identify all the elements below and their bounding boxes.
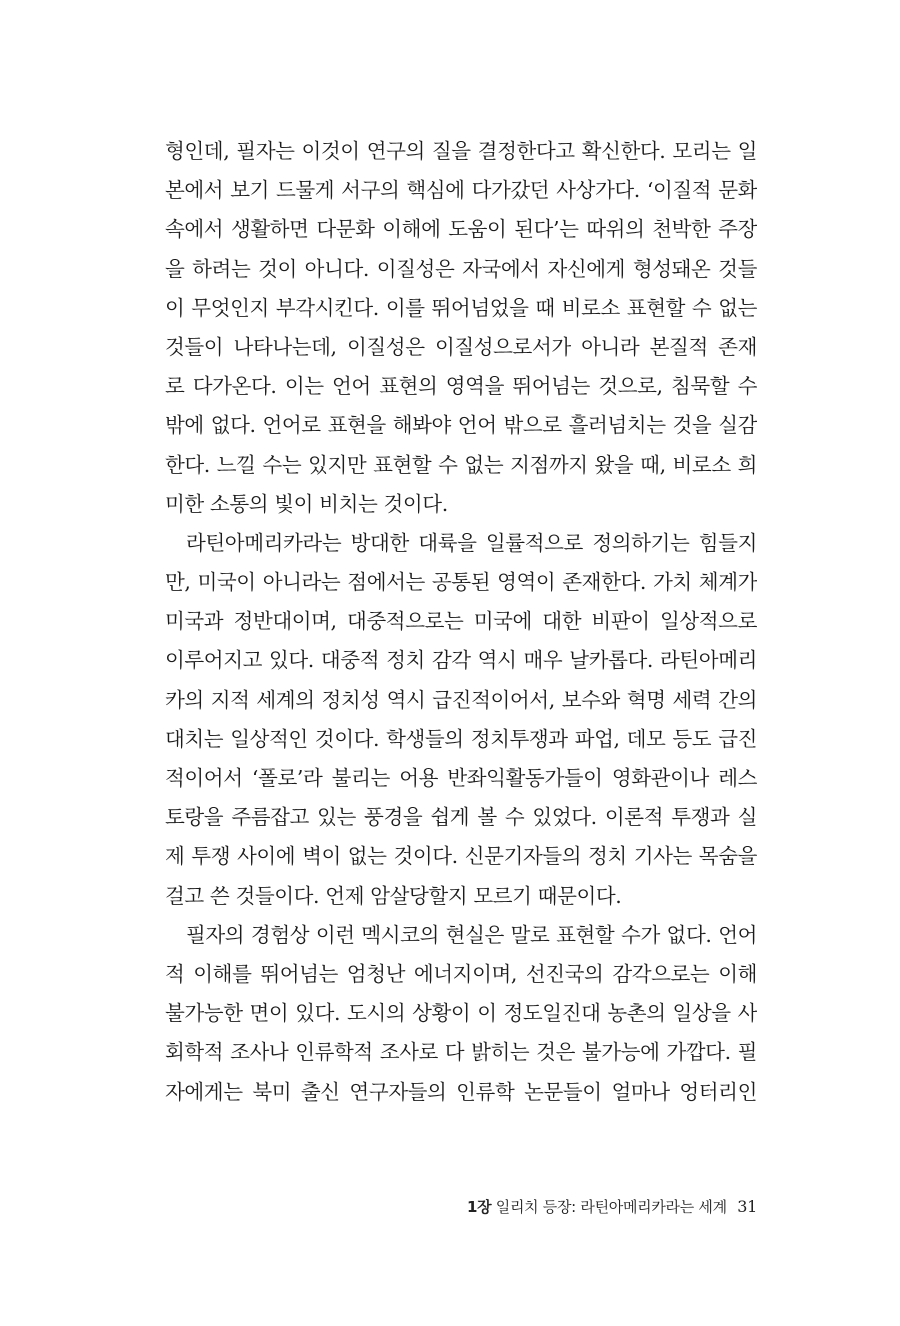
text-line: 적 이해를 뛰어넘는 엄청난 에너지이며, 선진국의 감각으로는 이해: [165, 961, 757, 986]
text-line: 미한 소통의 빛이 비치는 것이다.: [165, 491, 448, 516]
text-line: 회학적 조사나 인류학적 조사로 다 밝히는 것은 불가능에 가깝다. 필: [165, 1040, 757, 1065]
paragraph: [165, 132, 757, 524]
chapter-label: 1장: [466, 1198, 492, 1216]
text-line: 을 하려는 것이 아니다. 이질성은 자국에서 자신에게 형성돼온 것들: [165, 256, 757, 281]
text-line: 것들이 나타나는데, 이질성은 이질성으로서가 아니라 본질적 존재: [165, 334, 757, 359]
text-line: 형인데, 필자는 이것이 연구의 질을 결정한다고 확신한다. 모리는 일: [165, 139, 757, 163]
body-text: [165, 132, 757, 1112]
text-line: 라틴아메리카라는 방대한 대륙을 일률적으로 정의하기는 힘들지: [186, 530, 757, 555]
text-line: 속에서 생활하면 다문화 이해에 도움이 된다’는 따위의 천박한 주장: [165, 217, 757, 242]
text-line: 이 무엇인지 부각시킨다. 이를 뛰어넘었을 때 비로소 표현할 수 없는: [165, 295, 757, 320]
text-line: 대치는 일상적인 것이다. 학생들의 정치투쟁과 파업, 데모 등도 급진: [165, 726, 757, 751]
text-line: 필자의 경험상 이런 멕시코의 현실은 말로 표현할 수가 없다. 언어: [186, 922, 757, 947]
text-line: 카의 지적 세계의 정치성 역시 급진적이어서, 보수와 혁명 세력 간의: [165, 687, 757, 712]
paragraph: [165, 916, 757, 1112]
paragraph: [165, 524, 757, 916]
text-line: 한다. 느낄 수는 있지만 표현할 수 없는 지점까지 왔을 때, 비로소 희: [165, 452, 757, 477]
text-line: 토랑을 주름잡고 있는 풍경을 쉽게 볼 수 있었다. 이론적 투쟁과 실: [165, 805, 757, 830]
text-line: 밖에 없다. 언어로 표현을 해봐야 언어 밖으로 흘러넘치는 것을 실감: [165, 413, 757, 438]
text-line: 적이어서 ‘폴로’라 불리는 어용 반좌익활동가들이 영화관이나 레스: [165, 766, 757, 790]
text-line: 이루어지고 있다. 대중적 정치 감각 역시 매우 날카롭다. 라틴아메리: [165, 648, 757, 673]
text-line: 불가능한 면이 있다. 도시의 상황이 이 정도일진대 농촌의 일상을 사: [165, 1001, 757, 1026]
text-line: 로 다가온다. 이는 언어 표현의 영역을 뛰어넘는 것으로, 침묵할 수: [165, 374, 757, 399]
text-line: 자에게는 북미 출신 연구자들의 인류학 논문들이 얼마나 엉터리인: [165, 1079, 757, 1104]
running-footer: [467, 1196, 757, 1217]
text-line: 걸고 쓴 것들이다. 언제 암살당할지 모르기 때문이다.: [165, 883, 622, 908]
text-line: 본에서 보기 드물게 서구의 핵심에 다가갔던 사상가다. ‘이질적 문화: [165, 178, 757, 203]
text-line: 미국과 정반대이며, 대중적으로는 미국에 대한 비판이 일상적으로: [165, 609, 757, 634]
text-line: 만, 미국이 아니라는 점에서는 공통된 영역이 존재한다. 가치 체계가: [165, 570, 757, 595]
chapter-title: 일리치 등장: 라틴아메리카라는 세계: [495, 1198, 727, 1216]
text-line: 제 투쟁 사이에 벽이 없는 것이다. 신문기자들의 정치 기사는 목숨을: [165, 844, 757, 869]
page-number: 31: [737, 1197, 757, 1216]
